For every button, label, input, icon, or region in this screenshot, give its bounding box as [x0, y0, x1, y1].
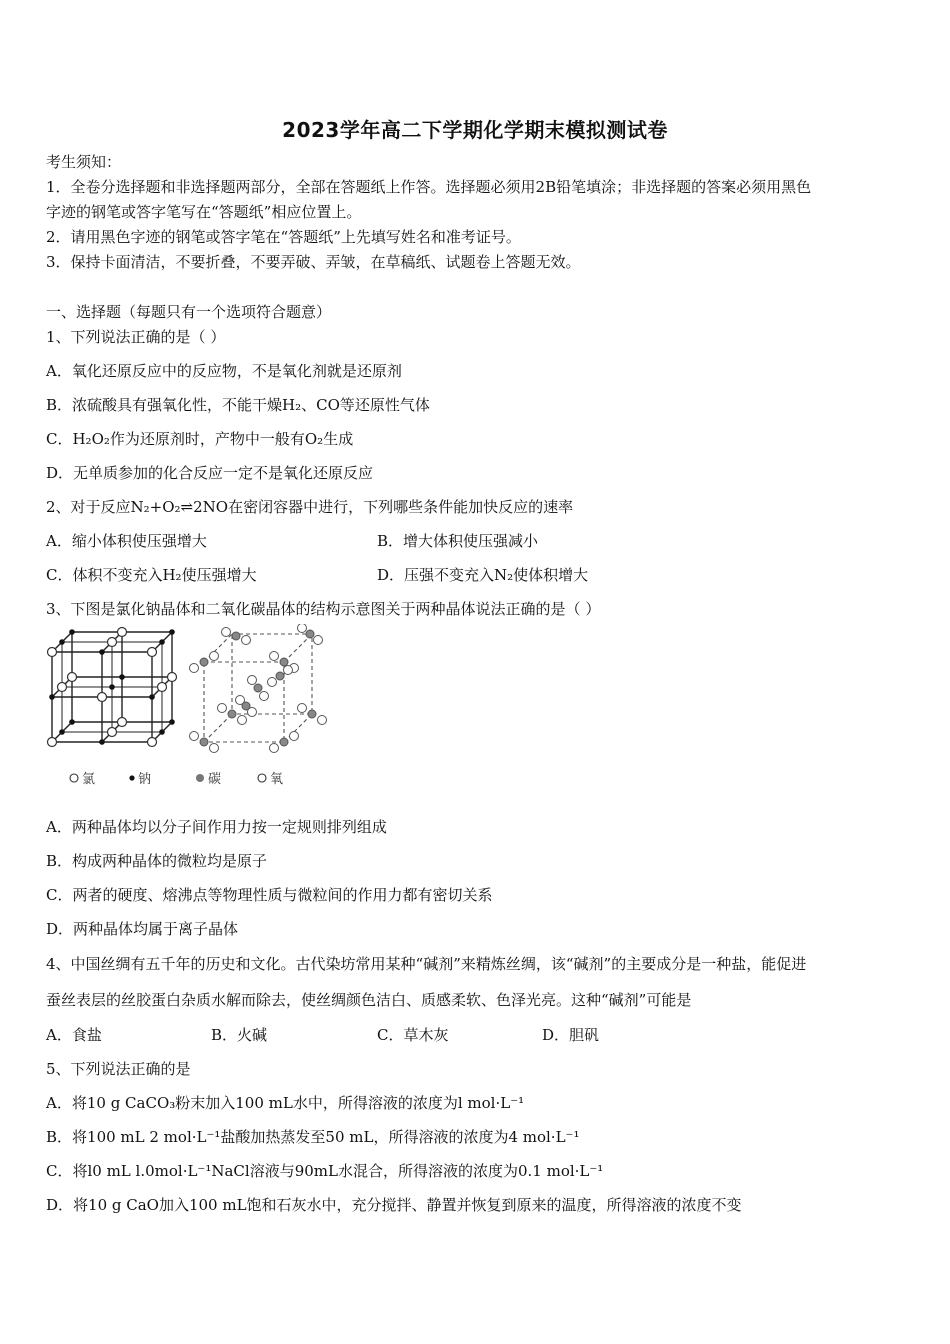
q2-stem: 2、对于反应N₂+O₂⇌2NO在密闭容器中进行，下列哪些条件能加快反应的速率: [46, 498, 574, 516]
legend-sodium: 钠: [138, 772, 152, 787]
q4-option-b: B．火碱: [211, 1026, 268, 1044]
co2-molecule: [298, 624, 323, 645]
q5-option-d: D．将10 g CaO加入100 mL饱和石灰水中，充分搅拌、静置并恢复到原来的温度，所得溶液的浓度不变: [46, 1196, 742, 1214]
crystal-structure-figure: [44, 624, 334, 794]
q4-option-d: D．胆矾: [542, 1026, 600, 1044]
q2-option-d: D．压强不变充入N₂使体积增大: [377, 566, 589, 584]
q1-option-c: C．H₂O₂作为还原剂时，产物中一般有O₂生成: [46, 430, 354, 448]
q1-option-b: B．浓硫酸具有强氧化性，不能干燥H₂、CO等还原性气体: [46, 396, 430, 414]
legend-carbon: 碳: [208, 772, 222, 787]
q4-option-a: A．食盐: [46, 1026, 102, 1044]
q3-option-d: D．两种晶体均属于离子晶体: [46, 920, 239, 938]
legend-chlorine: 氯: [82, 772, 96, 787]
carbon-legend-marker: [196, 774, 204, 782]
figure-legend: [70, 771, 283, 787]
notice-item: 1．全卷分选择题和非选择题两部分，全部在答题纸上作答。选择题必须用2B铅笔填涂；非选择题的答案必须用黑色: [46, 178, 812, 196]
co2-molecule: [236, 696, 257, 717]
q5-stem: 5、下列说法正确的是: [46, 1060, 191, 1078]
co2-molecule: [268, 666, 293, 687]
q4-option-c: C．草木灰: [377, 1026, 449, 1044]
q4-stem-line-2: 蚕丝表层的丝胶蛋白杂质水解而除去，使丝绸颜色洁白、质感柔软、色泽光亮。这种“碱剂”可能是: [46, 991, 692, 1009]
q2-option-a: A．缩小体积使压强增大: [46, 532, 207, 550]
legend-oxygen: 氧: [270, 772, 284, 787]
q1-option-a: A．氧化还原反应中的反应物，不是氧化剂就是还原剂: [46, 362, 402, 380]
q1-stem: 1、下列说法正确的是（ ）: [46, 328, 226, 346]
notice-item: 字迹的钢笔或答字笔写在“答题纸”相应位置上。: [46, 203, 362, 221]
notice-item: 3．保持卡面清洁，不要折叠，不要弄破、弄皱，在草稿纸、试题卷上答题无效。: [46, 253, 581, 271]
q2-options-row-2: [46, 565, 906, 585]
notice-item: 2．请用黑色字迹的钢笔或答字笔在“答题纸”上先填写姓名和准考证号。: [46, 228, 521, 246]
q2-options-row-1: [46, 531, 906, 551]
oxygen-legend-marker: [258, 774, 266, 782]
q5-option-c: C．将l0 mL l.0mol·L⁻¹NaCl溶液与90mL水混合，所得溶液的浓度为0.1 mol·L⁻¹: [46, 1162, 604, 1180]
q4-options-row: [46, 1025, 906, 1045]
q5-option-a: A．将10 g CaCO₃粉末加入100 mL水中，所得溶液的浓度为l mol·L⁻¹: [46, 1094, 525, 1112]
q3-stem: 3、下图是氯化钠晶体和二氧化碳晶体的结构示意图关于两种晶体说法正确的是（ ）: [46, 600, 601, 618]
q4-stem-line-1: 4、中国丝绸有五千年的历史和文化。古代染坊常用某种“碱剂”来精炼丝绸，该“碱剂”的主要成分是一种盐，能促进: [46, 955, 807, 973]
page-title: 2023学年高二下学期化学期末模拟测试卷: [282, 118, 668, 142]
chlorine-legend-marker: [70, 774, 78, 782]
q5-option-b: B．将100 mL 2 mol·L⁻¹盐酸加热蒸发至50 mL，所得溶液的浓度为4 mol·L⁻¹: [46, 1128, 580, 1146]
q1-option-d: D．无单质参加的化合反应一定不是氧化还原反应: [46, 464, 374, 482]
notice-heading: 考生须知：: [46, 153, 122, 171]
sodium-legend-marker: [129, 775, 134, 780]
co2-molecule: [248, 676, 269, 701]
nacl-atoms: [48, 628, 177, 747]
section-heading: 一、选择题（每题只有一个选项符合题意）: [46, 303, 332, 321]
q2-option-c: C．体积不变充入H₂使压强增大: [46, 566, 257, 584]
q3-option-b: B．构成两种晶体的微粒均是原子: [46, 852, 268, 870]
co2-molecule: [222, 628, 251, 645]
q3-option-c: C．两者的硬度、熔沸点等物理性质与微粒间的作用力都有密切关系: [46, 886, 493, 904]
co2-molecules: [190, 624, 327, 753]
q2-option-b: B．增大体积使压强减小: [377, 532, 539, 550]
q3-option-a: A．两种晶体均以分子间作用力按一定规则排列组成: [46, 818, 387, 836]
